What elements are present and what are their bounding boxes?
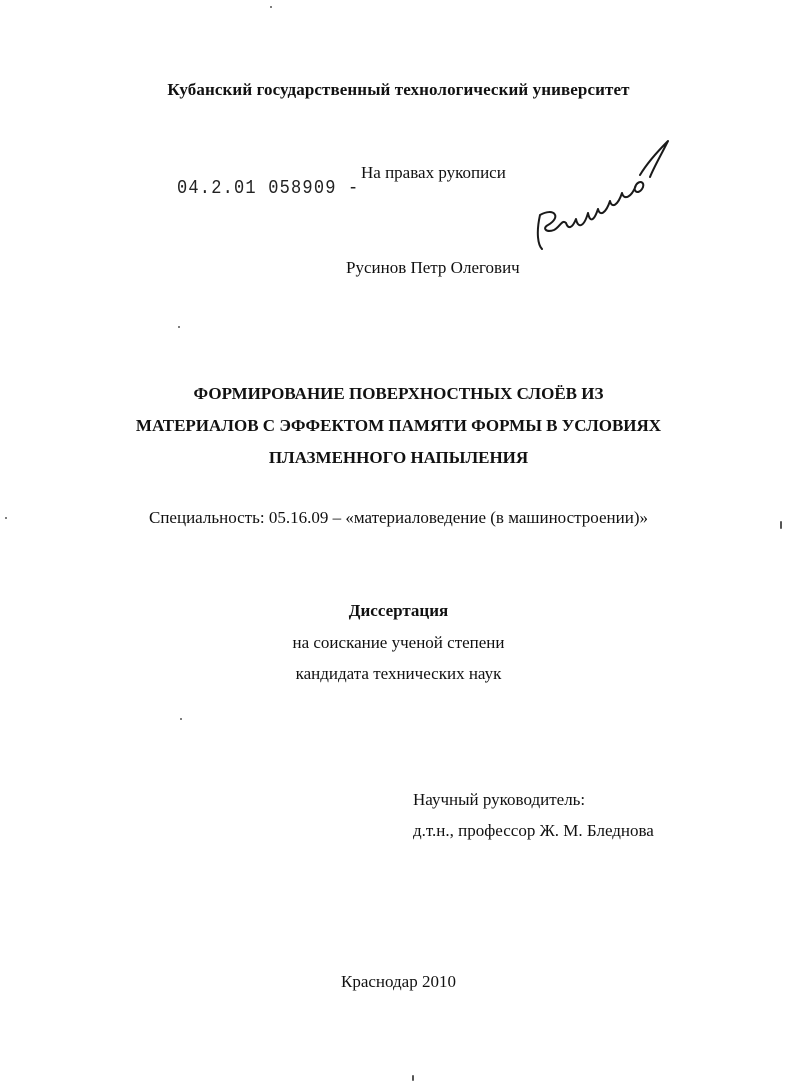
specialty: Специальность: 05.16.09 – «материаловедение (в машиностроении)» <box>149 508 648 527</box>
title-line-3: ПЛАЗМЕННОГО НАПЫЛЕНИЯ <box>268 448 529 467</box>
title-line-1: ФОРМИРОВАНИЕ ПОВЕРХНОСТНЫХ СЛОЁВ ИЗ <box>193 384 604 403</box>
scan-speck <box>5 517 7 519</box>
dissertation-title <box>0 378 797 474</box>
author-signature <box>528 133 678 253</box>
scan-speck <box>780 521 782 529</box>
advisor-name: д.т.н., профессор Ж. М. Бледнова <box>413 821 654 840</box>
degree-name: кандидата технических наук <box>295 664 502 683</box>
city-year: Краснодар 2010 <box>341 972 456 991</box>
scan-speck <box>412 1075 414 1081</box>
degree-line: на соискание ученой степени <box>292 633 505 652</box>
manuscript-note: На правах рукописи <box>361 163 506 182</box>
archive-stamp: 04.2.01 058909 - <box>177 178 360 200</box>
scan-speck <box>180 718 182 720</box>
title-line-2: МАТЕРИАЛОВ С ЭФФЕКТОМ ПАМЯТИ ФОРМЫ В УСЛОВИЯХ <box>135 416 662 435</box>
dissertation-heading: Диссертация <box>348 601 449 620</box>
scan-speck <box>178 326 180 328</box>
university-name: Кубанский государственный технологический университет <box>167 80 630 99</box>
advisor-label: Научный руководитель: <box>413 790 586 809</box>
author-name: Русинов Петр Олегович <box>346 258 520 277</box>
scan-speck <box>270 6 272 8</box>
